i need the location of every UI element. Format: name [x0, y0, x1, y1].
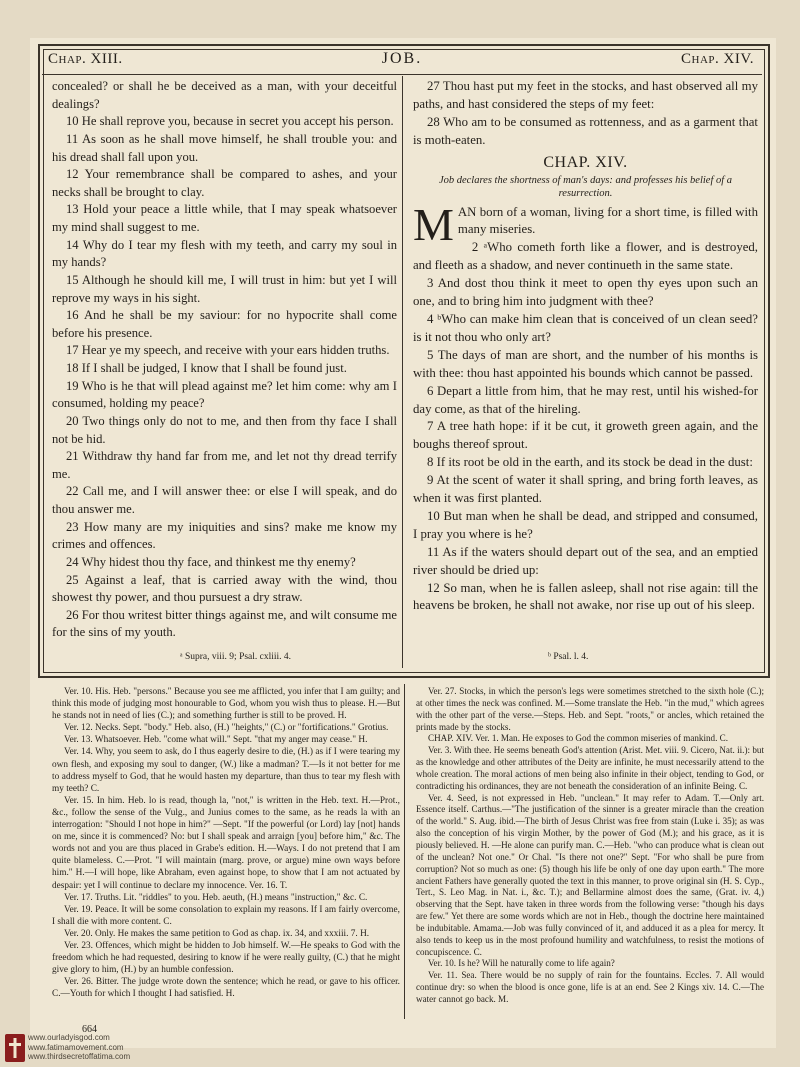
verse: 14 Why do I tear my flesh with my teeth, and carry my soul in my hands?: [52, 237, 397, 270]
notes-divider: [404, 684, 405, 1019]
verse: concealed? or shall he be deceived as a man, with your deceitful dealings?: [52, 79, 397, 111]
note: Ver. 13. Whatsoever. Heb. "come what will." Sept. "that my anger may cease." H.: [64, 735, 368, 746]
verse: 8 If its root be old in the earth, and its stock be dead in the dust:: [427, 455, 753, 470]
note: Ver. 27. Stocks, in which the person's legs were sometimes stretched to the sixth hole (C.); at other times the neck was confined. M.—Some translate the Heb. "in the mud," which agrees with the other part of the verse.—Steps. Heb. and Sept. "roots," or ancles, which retained the prints made by the stocks.: [416, 686, 764, 732]
verse: 21 Withdraw thy hand far from me, and let not thy dread terrify me.: [52, 449, 397, 481]
verse: 10 But man when he shall be dead, and stripped and consumed, I pray you where is he?: [413, 508, 758, 541]
verse: 6 Depart a little from him, that he may rest, until his wished-for day come, as that of the hireling.: [413, 383, 758, 416]
watermark-line: www.ourladyisgod.com: [28, 1033, 110, 1042]
note: Ver. 26. Bitter. The judge wrote down the sentence; which he read, or gave to his officer. C.—Youth for which I thought I had satisfied. H.: [52, 977, 400, 1000]
note: Ver. 10. His. Heb. "persons." Because you see me afflicted, you infer that I am guilty; and think this mode of judging most honourable to God, whom you wish thus to please. H.—But he stands not in need of lies (C.); and something further is still to be proved. H.: [52, 687, 400, 722]
header-right: Chap. XIV.: [681, 51, 754, 67]
drop-cap: M: [413, 198, 454, 250]
note: Ver. 19. Peace. It will be some consolation to explain my reasons. If I am fairly overcome, I shall die with more content. C.: [52, 904, 400, 927]
verse: 16 And he shall be my saviour: for no hypocrite shall come before his presence.: [52, 308, 397, 340]
verse: 5 The days of man are short, and the number of his months is with thee: thou hast appointed his bounds which cannot be passed.: [413, 347, 758, 380]
watermark-line: www.fatimamovement.com: [28, 1042, 124, 1052]
first-verse-text: AN born of a woman, living for a short time, is filled with many miseries.: [457, 204, 758, 237]
running-header: [44, 48, 760, 72]
verse: 18 If I shall be judged, I know that I shall be found just.: [66, 361, 347, 375]
verse: 24 Why hidest thou thy face, and thinkest me thy enemy?: [66, 554, 356, 569]
verse: 10 He shall reprove you, because in secret you accept his person.: [66, 114, 394, 129]
verse: 23 How many are my iniquities and sins? make me know my crimes and offences.: [52, 519, 397, 552]
note: Ver. 15. In him. Heb. lo is read, though la, "not," is written in the Heb. text. H.—Prot., &c., follow the sense of the Vulg., and Junius comes to the same, as he reads la with an interrogation: "Should I not hope in him?" —Sept. "If the powerful (or Lord) lay [not] hands on me, since it is commenced? No: but I shall speak and arraign [you] before him," &c. The words not and you are thus placed in Grabe's edition. H.—Ways. I do not pretend that I am quite blameless. C.—Prot. "I will maintain (marg. prove, or argue) mine own ways before him." H.—I will hope, like Abraham, even against hope, to show that I am not actuated by despair: yet I will continue to declare my innocence. Ver. 16. T.: [52, 795, 400, 891]
verse: 19 Who is he that will plead against me? let him come: why am I consumed, holding my peace?: [52, 378, 397, 411]
verse: 26 For thou writest bitter things against me, and wilt consume me for the sins of my youth.: [52, 607, 397, 640]
commentary-left: [52, 686, 400, 1000]
header-left: Chap. XIII.: [48, 51, 123, 67]
note: Ver. 10. Is he? Will he naturally come to life again?: [428, 958, 615, 969]
verse: 15 Although he should kill me, I will trust in him: but yet I will reprove my ways in his sight.: [52, 272, 397, 305]
verse: 9 At the scent of water it shall spring, and bring forth leaves, as when it was first planted.: [413, 473, 758, 506]
header-rule: [42, 74, 762, 75]
verse: 17 Hear ye my speech, and receive with your ears hidden truths.: [66, 343, 390, 358]
verse: 7 A tree hath hope: if it be cut, it groweth green again, and the boughs thereof sprout.: [413, 419, 758, 452]
first-verse: [413, 198, 758, 250]
watermark: [28, 1033, 130, 1062]
verse: 12 So man, when he is fallen asleep, shall not rise again: till the heavens be broken, he shall not awake, nor rise up out of his sleep.: [413, 580, 758, 613]
left-column: [52, 78, 397, 642]
verse: 12 Your remembrance shall be compared to ashes, and your necks shall be brought to clay.: [52, 167, 397, 199]
verse: 11 As soon as he shall move himself, he shall trouble you: and his dread shall fall upon you.: [52, 131, 397, 164]
note: Ver. 3. With thee. He seems beneath God's attention (Arist. Met. viii. 9. Cicero, Nat. ii.): but as the knowledge and other attributes of the Deity are infinite, he must necessarily attend to the whole creation. The moral actions of men being also infinite in their object, tending to God, or contradicting his ordinances, they are not beneath the consideration of an infinite Being. C.: [416, 745, 764, 791]
cross-logo-icon: [5, 1034, 25, 1062]
verse: 27 Thou hast put my feet in the stocks, and hast observed all my paths, and hast considered the steps of my feet:: [413, 79, 758, 111]
verse: 22 Call me, and I will answer thee: or else I will speak, and do thou answer me.: [52, 484, 397, 516]
commentary-right: [416, 686, 764, 1006]
header-title: JOB.: [381, 50, 423, 67]
verse: 20 Two things only do not to me, and then from thy face I shall not be hid.: [52, 413, 397, 446]
footnote-right: ᵇ Psal. l. 4.: [548, 652, 589, 662]
note: Ver. 20. Only. He makes the same petition to God as chap. ix. 34, and xxxiii. 7. H.: [64, 928, 370, 939]
note: Ver. 14. Why, you seem to ask, do I thus eagerly desire to die, (H.) as if I were tearing my own flesh, and exposing my soul to danger, (W.) like a madman? T.—Is it not better for me to address myself to God, that he would hasten my departure, than thus to tear my flesh with my teeth? C.: [52, 747, 400, 794]
verse: 3 And dost thou think it meet to open thy eyes upon such an one, and to bring him into judgment with thee?: [413, 276, 758, 309]
chapter-summary: Job declares the shortness of man's days: and professes his belief of a resurrection.: [438, 174, 733, 199]
note: CHAP. XIV. Ver. 1. Man. He exposes to God the common miseries of mankind. C.: [428, 733, 728, 744]
verse: 11 As if the waters should depart out of the sea, and an emptied river should be dried up:: [413, 544, 758, 577]
verse: 25 Against a leaf, that is carried away with the wind, thou showest thy power, and thou pursuest a dry straw.: [52, 572, 397, 605]
chapter-title: CHAP. XIV.: [543, 153, 628, 171]
verse: 4 ᵇWho can make him clean that is conceived of un clean seed? is it not thou who only art?: [413, 311, 758, 344]
verse: 13 Hold your peace a little while, that I may speak whatsoever my mind shall suggest to me.: [52, 202, 397, 234]
verse: 2 ᵃWho cometh forth like a flower, and is destroyed, and fleeth as a shadow, and never continueth in the same state.: [413, 240, 758, 273]
right-column: [413, 78, 758, 615]
verse: 28 Who am to be consumed as rottenness, and as a garment that is moth-eaten.: [413, 114, 758, 147]
note: Ver. 17. Truths. Lit. "riddles" to you. Heb. aeuth, (H.) means "instruction," &c. C.: [64, 892, 368, 903]
note: Ver. 11. Sea. There would be no supply of rain for the fountains. Eccles. 7. All would continue dry: so when the blood is once gone, life is at an end. See 2 Kings xiv. 14. C.—The water cannot go back. M.: [416, 970, 764, 1004]
page-number: 664: [82, 1024, 97, 1035]
column-divider: [402, 76, 403, 668]
note: Ver. 4. Seed, is not expressed in Heb. "unclean." It may refer to Adam. T.—Only art. Essence itself. Carthus.—"The justification of the sinner is a greater miracle than the creation of the world." S. Aug. ibid.—The birth of Jesus Christ was free from stain (Luke i. 35); as was also the conception of his virgin Mother, by the power of God (M.); and his grace, as it is piously believed. H. —He alone can purify man. C.—Heb. "who can produce what is clean out of the unclean? Not one." Or Chal. "Is there not one?" Sept. "For who shall be pure from corruption? Not so much as one: (5) though his life be only of one day upon earth." The more ancient Fathers have generally quoted the text in this manner, to prove original sin (H. S. Cyp., Tert., S. Leo Mag. in Nat. i., &c. T.); and Bellarmine almost does the same, (Grat. iv. 4,) observing that the Sept. have taken in three words from the following verse: "though his days are few." Yet there are some words which are not in Heb., though the doctrine here maintained be indubitable. Amama.—Job was fully convinced of it, and adduced it as a plea for mercy. It also tends to keep us in the most profound humility and watchfulness, to resist the motions of concupiscence. C.: [416, 792, 764, 957]
note: Ver. 12. Necks. Sept. "body." Heb. also, (H.) "heights," (C.) or "fortifications." Grotius.: [64, 723, 389, 734]
footnote-left: ᵃ Supra, viii. 9; Psal. cxliii. 4.: [180, 652, 292, 662]
watermark-line: www.thirdsecretoffatima.com: [28, 1052, 131, 1061]
note: Ver. 23. Offences, which might be hidden to Job himself. W.—He speaks to God with the freedom which he had requested, desiring to know if he were really guilty, (C.) that he might give glory to him, (H.) by an humble confession.: [52, 940, 400, 976]
